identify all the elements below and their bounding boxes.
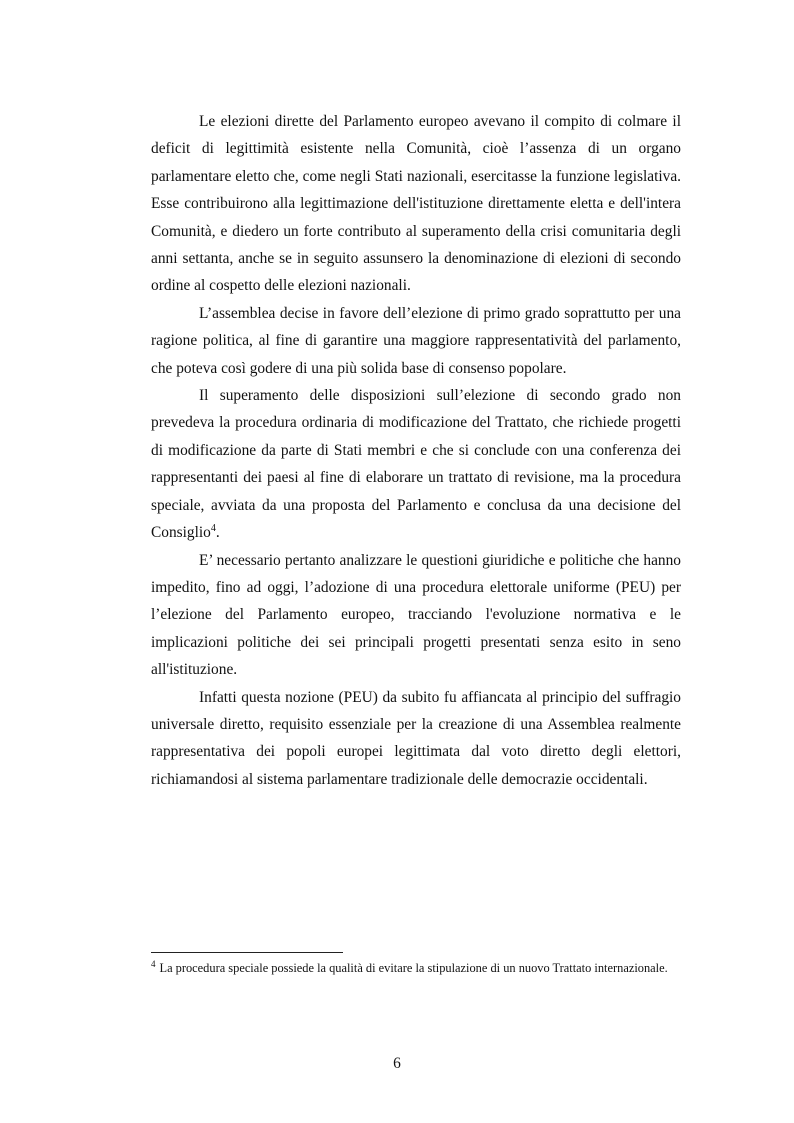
footnote-reference[interactable]: 4	[210, 522, 216, 534]
body-text	[151, 108, 681, 793]
footnote-text: La procedura speciale possiede la qualità di evitare la stipulazione di un nuovo Trattato internazionale.	[159, 961, 668, 975]
page-number: 6	[393, 1055, 401, 1072]
paragraph-3-end: .	[215, 524, 220, 542]
paragraph-3-text: Il superamento delle disposizioni sull’elezione di secondo grado non prevedeva la procedura ordinaria di modificazione del Trattato, che richiede progetti di modificazione da parte di Stati membri e che si conclude con una conferenza dei rappresentanti dei paesi al fine di elaborare un trattato di revisione, ma la procedura speciale, avviata da una proposta del Parlamento e conclusa da una decisione del Consiglio	[151, 387, 681, 542]
footnote	[151, 960, 681, 976]
paragraph-2: L’assemblea decise in favore dell’elezione di primo grado soprattutto per una ragione politica, al fine di garantire una maggiore rappresentatività del parlamento, che poteva così godere di una più solida base di consenso popolare.	[151, 304, 681, 377]
paragraph-4: E’ necessario pertanto analizzare le questioni giuridiche e politiche che hanno impedito, fino ad oggi, l’adozione di una procedura elettorale uniforme (PEU) per l’elezione del Parlamento europeo, tracciando l'evoluzione normativa e le implicazioni politiche dei sei principali progetti presentati senza esito in seno all'istituzione.	[151, 551, 681, 679]
paragraph-3	[151, 382, 681, 546]
footnote-divider	[151, 952, 343, 953]
paragraph-1: Le elezioni dirette del Parlamento europeo avevano il compito di colmare il deficit di legittimità esistente nella Comunità, cioè l’assenza di un organo parlamentare eletto che, come negli Stati nazionali, esercitasse la funzione legislativa. Esse contribuirono alla legittimazione dell'istituzione direttamente eletta e dell'intera Comunità, e diedero un forte contributo al superamento della crisi comunitaria degli anni settanta, anche se in seguito assunsero la denominazione di elezioni di secondo ordine al cospetto delle elezioni nazionali.	[151, 113, 681, 295]
paragraph-5: Infatti questa nozione (PEU) da subito fu affiancata al principio del suffragio universale diretto, requisito essenziale per la creazione di una Assemblea realmente rappresentativa dei popoli europei legittimata dal voto diretto degli elettori, richiamandosi al sistema parlamentare tradizionale delle democrazie occidentali.	[151, 688, 681, 788]
footnote-number: 4	[151, 958, 156, 969]
